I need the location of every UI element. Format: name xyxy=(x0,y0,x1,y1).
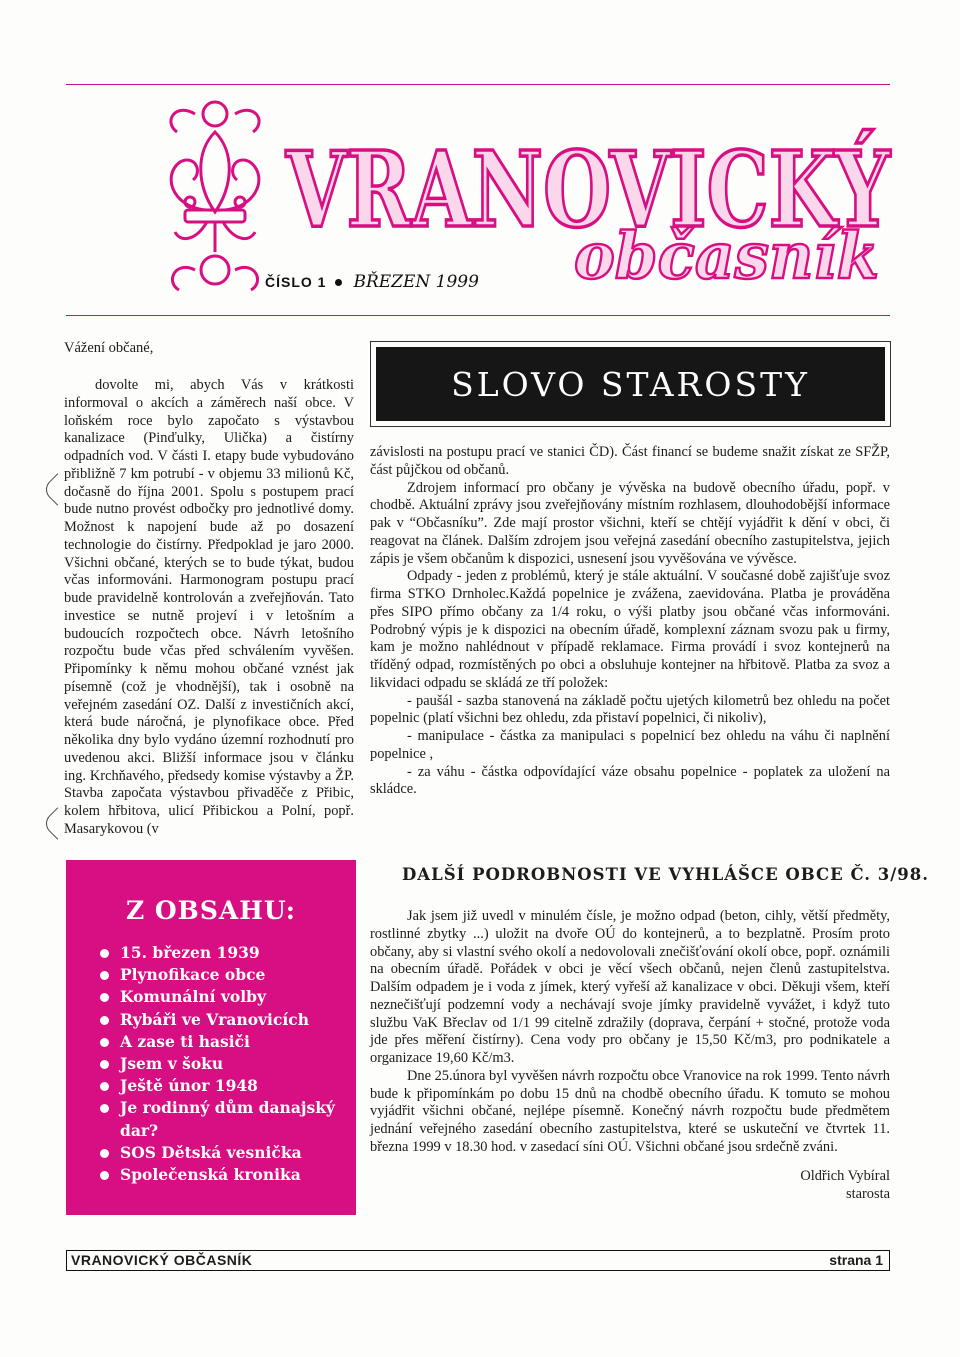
section-heading: SLOVO STAROSTY xyxy=(376,347,885,421)
signature-name: Oldřich Vybíral xyxy=(800,1168,890,1184)
paragraph: Dne 25.února byl vyvěšen návrh rozpočtu obce Vranovice na rok 1999. Tento návrh bude k připomínkám po dobu 15 dnů na chodbě obecního úřadu. K tomuto se mohou vyjádřit všichni občané, nejlépe písemně. Konečný návrh rozpočtu bude předmětem jednání veřejného zasedání obecního zastupitelstva, které se uskuteční ve čtvrtek 11. března 1999 v 18.30 hod. v zasedací síni OÚ. Všichni občané jsou srdečně zváni. xyxy=(370,1067,890,1155)
contents-box xyxy=(66,860,356,1215)
footer-title: VRANOVICKÝ OBČASNÍK xyxy=(71,1252,253,1268)
paragraph: Odpady - jeden z problémů, který je stále aktuální. V současné době zajišťuje svoz firma STKO Drnholec.Každá popelnice je zvážena, zaevidována. Platba je prováděna přes SIPO přímo občany za 1/4 roku, o výši platby jsou občané včas informováni. Podrobný výpis je k dispozici na obecním úřadě, komplexní záznam svozu pak u firmy, kam je možno nahlédnout v případě reklamace. Firma provádí i svoz kontejnerů na tříděný odpad, rozmístěných po obci a obsluhuje kontejner na hřbitově. Platba za svoz a likvidaci odpadu se skládá ze tří položek: xyxy=(370,568,890,691)
contents-item: Ještě únor 1948 xyxy=(100,1075,350,1097)
heading-banner xyxy=(370,341,891,427)
masthead-rule xyxy=(66,315,890,316)
issue-date: BŘEZEN 1999 xyxy=(353,272,479,292)
paragraph: závislosti na postupu prací ve stanici ČD). Část financí se budeme snažit získat ze SFŽP, část půjčkou od občanů. xyxy=(370,444,890,478)
contents-item: Společenská kronika xyxy=(100,1164,350,1186)
fleur-de-lis-emblem xyxy=(155,92,275,297)
svg-text:občasník: občasník xyxy=(574,219,879,294)
contents-item: A zase ti hasiči xyxy=(100,1031,350,1053)
contents-item: Plynofikace obce xyxy=(100,964,350,986)
contents-item: SOS Dětská vesnička xyxy=(100,1142,350,1164)
contents-title: Z OBSAHU: xyxy=(125,896,297,925)
left-article-text: dovolte mi, abych Vás v krátkosti informoval o akcích a záměrech naší obce. V loňském roce bylo započato s výstavbou kanalizace (Pinďulky, Ulička) a čistírny odpadních vod. V části I. etapy bude vybudováno přibližně 7 km potrubí - v objemu 33 milionů Kč, dočasně do října 2001. Spolu s postupem prací bude nutno provést odbočky pro jednotlivé domy. Možnost k napojení bude až po dosazení technologie do čistírny. Předpoklad je jaro 2000. Všichni občané, kterých se to bude týkat, budou včas informováni. Harmonogram postupu prací bude pravidelně kontrolován a zveřejňován. Tato investice se nutně projeví i v letošním a budoucích rozpočtech obce. Návrh letošního rozpočtu bude včas před schválením vyvěšen. Připomínky k němu mohou občané vznést jak písemně (což je vhodnější), tak i osobně na veřejném zasedání OZ. Další z investičních akcí, která bude náročná, je plynofikace obce. Před několika dny bylo vydáno územní rozhodnutí pro uvedenou akci. Bližší informace jsou v článku ing. Krchňavého, předsedy komise výstavby a ŽP. Stavba započata výstavbou přivaděče z Přibic, kolem hřbitova, ulicí Přibickou a Polní, popř. Masarykovou (v xyxy=(64,377,354,837)
masthead-subtitle xyxy=(570,216,885,296)
paragraph: Zdrojem informací pro občany je vývěska na budově obecního úřadu, popř. v chodbě. Aktuální zprávy jsou zveřejňovány místním rozhlasem, dlouhodobější informace pak v “Občasníku”. Zde mají prostor všichni, kteří se chtějí vyjádřit k dění v obci, či reagovat na článek. Dalším zdrojem jsou veřejná zasedání obecního zastupitelstva, jejich zápis je všem občanům k dispozici, usnesení jsou vyvěšována ve vývěsce. xyxy=(370,479,890,567)
subheading: DALŠÍ PODROBNOSTI VE VYHLÁŠCE OBCE Č. 3/98. xyxy=(402,865,930,884)
signature xyxy=(800,1168,890,1204)
paragraph: Jak jsem již uvedl v minulém čísle, je možno odpad (beton, cihly, větší předměty, rostlinné zbytky ...) uložit na dvoře OÚ do kontejnerů, a to bezplatně. Prosím proto občany, aby si vlastní svého okolí a nedovolovali znečišťování okolí obce, popř. oznámili na obecním úřadě. Pořádek v obci je věcí všech občanů, nejen členů zastupitelstva. Dalším odpadem je i voda z jímek, který vyřeší až kanalizace v obci. Děkuji všem, kteří neznečišťují podzemní vody a nechávají svoje jímky pravidelně vyvážet, i když tuto službu VaK Břeclav od 1/1 99 citelně zdražily (doprava, čerpání + stočné, protože voda jde přes měření čistírny). Cena vody pro občany je 15,50 Kč/m3, pro podnikatele a organizace 19,60 Kč/m3. xyxy=(370,908,890,1066)
signature-role: starosta xyxy=(846,1185,890,1202)
issue-number: ČÍSLO 1 xyxy=(265,274,327,290)
bullet-icon xyxy=(335,279,342,286)
contents-list xyxy=(100,942,350,1186)
top-rule xyxy=(66,84,890,85)
page-number: strana 1 xyxy=(829,1252,883,1268)
right-article-text xyxy=(370,444,890,799)
contents-item: Komunální volby xyxy=(100,986,350,1008)
contents-item: Je rodinný dům danajský dar? xyxy=(100,1097,350,1141)
page-footer xyxy=(66,1250,890,1271)
contents-item: Rybáři ve Vranovicích xyxy=(100,1009,350,1031)
right-article-text-2 xyxy=(370,908,890,1157)
paragraph: - za váhu - částka odpovídající váze obsahu popelnice - poplatek za uložení na skládce. xyxy=(370,763,890,798)
contents-item: 15. březen 1939 xyxy=(100,942,350,964)
contents-item: Jsem v šoku xyxy=(100,1053,350,1075)
paragraph: - manipulace - částka za manipulaci s popelnicí bez ohledu na váhu či naplnění popelnice , xyxy=(370,728,890,762)
paragraph: - paušál - sazba stanovená na základě počtu ujetých kilometrů bez ohledu na počet popelnic (platí všichni bez ohledu, zda přistaví popelnici, či nikoliv), xyxy=(370,692,890,727)
svg-text:VRANOVICKÝ: VRANOVICKÝ xyxy=(285,128,892,236)
greeting: Vážení občané, xyxy=(64,340,154,356)
issue-line xyxy=(265,272,479,292)
